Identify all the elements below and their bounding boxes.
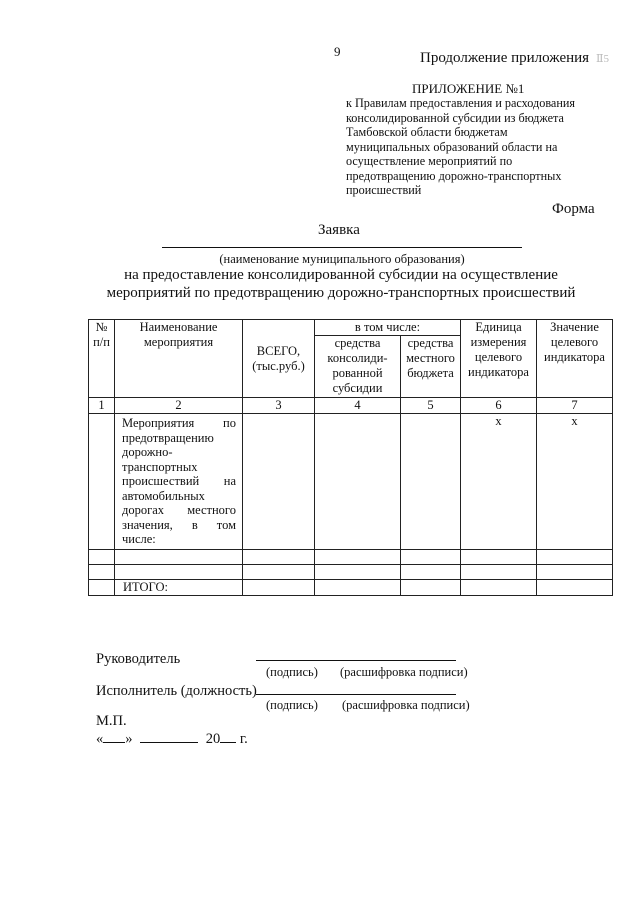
column-number: 2 [115, 398, 243, 414]
column-number: 3 [243, 398, 315, 414]
application-table [88, 319, 613, 596]
cell-unit: х [461, 414, 537, 550]
subject-line: мероприятий по предотвращению дорожно-транспортных происшествий [106, 285, 576, 301]
header-value: Значение целевого индикатора [537, 320, 613, 398]
column-number: 4 [315, 398, 401, 414]
day-field[interactable] [103, 742, 125, 743]
cell-value: х [537, 414, 613, 550]
column-number: 6 [461, 398, 537, 414]
appendix-line: муниципальных образований области на [346, 139, 558, 154]
appendix-line: предотвращению дорожно-транспортных [346, 168, 562, 183]
cell-local[interactable] [401, 414, 461, 550]
header-num: № п/п [89, 320, 115, 398]
rasshifrovka-caption: (расшифровка подписи) [342, 698, 470, 712]
cell-consolidated[interactable] [315, 414, 401, 550]
head-signature-line[interactable] [256, 660, 456, 661]
appendix-line: происшествий [346, 183, 422, 197]
podpis-caption: (подпись) [266, 698, 318, 712]
cell-empty[interactable] [89, 414, 115, 550]
podpis-caption: (подпись) [266, 665, 318, 679]
appendix-line: осуществление мероприятий по [346, 154, 513, 168]
date-line: « » 20 г. [96, 731, 248, 747]
month-field[interactable] [140, 742, 198, 743]
head-label: Руководитель [96, 651, 181, 667]
header-local-budget: средства местного бюджета [401, 336, 461, 398]
header-including: в том числе: [315, 320, 461, 336]
table-row [89, 564, 613, 579]
form-label: Форма [552, 201, 595, 217]
measure-name-cell: Мероприятия по предотвращению дорожно-транспортных происшествий на автомобильных дорогах местного значения, в том числе: [115, 414, 243, 550]
year-field[interactable] [220, 742, 236, 743]
appendix-line: к Правилам предоставления и расходования [346, 96, 575, 110]
header-consolidated-subsidy: средства консолиди-рованной субсидии [315, 336, 401, 398]
column-number: 5 [401, 398, 461, 414]
total-label: ИТОГО: [115, 579, 243, 595]
cell-total[interactable] [243, 414, 315, 550]
page-number: 9 [334, 44, 341, 59]
total-sum-cell[interactable] [243, 579, 315, 595]
header-unit: Единица измерения целевого индикатора [461, 320, 537, 398]
column-number: 7 [537, 398, 613, 414]
header-name: Наименование мероприятия [115, 320, 243, 398]
appendix-line: Тамбовской области бюджетам [346, 125, 508, 139]
executor-signature-line[interactable] [256, 694, 456, 695]
executor-label: Исполнитель (должность) [96, 683, 257, 699]
municipality-name-caption: (наименование муниципального образования) [219, 252, 465, 266]
table-row [89, 549, 613, 564]
document-title: Заявка [318, 222, 360, 238]
rasshifrovka-caption: (расшифровка подписи) [340, 665, 468, 679]
appendix-description [346, 96, 594, 198]
appendix-line: консолидированной субсидии из бюджета [346, 110, 564, 125]
subject-line: на предоставление консолидированной субсидии на осуществление [124, 267, 558, 283]
continuation-label: Продолжение приложения [420, 50, 590, 66]
header-total: ВСЕГО, (тыс.руб.) [243, 320, 315, 398]
municipality-name-line[interactable] [162, 246, 522, 248]
stamp-place: М.П. [96, 713, 127, 729]
faint-stamp-mark: Ⅱ5 [596, 53, 609, 65]
application-subject [96, 266, 586, 302]
column-number: 1 [89, 398, 115, 414]
appendix-title: ПРИЛОЖЕНИЕ №1 [412, 81, 525, 96]
